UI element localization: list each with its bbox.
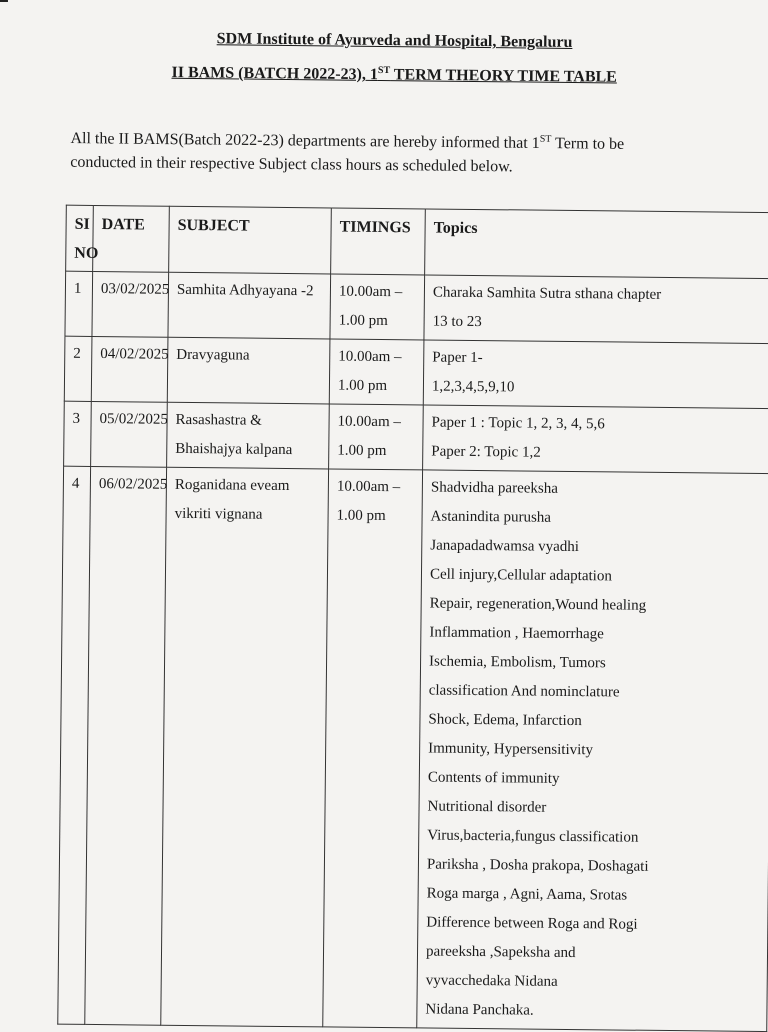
timetable [57, 205, 768, 1032]
row-timings [329, 404, 424, 470]
row-topics-line: vyvacchedaka Nidana [425, 972, 558, 990]
row-number [64, 401, 92, 466]
row-timings-line: 1.00 pm [337, 442, 387, 460]
row-number [64, 336, 92, 401]
row-subject-line: Samhita Adhyayana -2 [176, 281, 314, 300]
row-topics-line: Ischemia, Embolism, Tumors [428, 653, 606, 672]
table-row [65, 271, 768, 343]
row-topics-line: Nutritional disorder [427, 798, 547, 816]
header-subject: SUBJECT [169, 206, 332, 274]
row-date [91, 401, 168, 467]
row-topics [423, 405, 768, 474]
row-topics-line: Paper 1 : Topic 1, 2, 3, 4, 5,6 [431, 414, 605, 433]
title-suffix: TERM THEORY TIME TABLE [390, 66, 617, 86]
table-row [58, 466, 768, 1031]
row-topics-line: 13 to 23 [432, 313, 482, 331]
row-timings-line: 1.00 pm [336, 507, 386, 525]
row-date [91, 336, 168, 402]
row-number [65, 271, 93, 336]
row-date-line: 03/02/2025 [100, 281, 170, 298]
intro-paragraph [70, 123, 691, 182]
row-date [92, 271, 169, 337]
row-subject-line: Dravyaguna [176, 346, 250, 364]
row-timings-line: 10.00am – [338, 283, 403, 301]
row-topics-line: Repair, regeneration,Wound healing [429, 595, 647, 614]
row-topics-line: Shadvidha pareeksha [430, 479, 559, 497]
row-subject [168, 272, 331, 339]
row-date-line: 05/02/2025 [99, 411, 169, 428]
row-subject [167, 402, 330, 469]
row-timings [330, 274, 425, 340]
row-topics-line: Virus,bacteria,fungus classification [427, 827, 639, 846]
header-row [66, 205, 768, 278]
row-topics [424, 275, 768, 344]
row-timings [323, 469, 423, 1028]
institute-heading: SDM Institute of Ayurveda and Hospital, Bengaluru [216, 30, 573, 51]
row-topics-line: Janapadadwamsa vyadhi [430, 537, 580, 556]
title-superscript: ST [377, 64, 391, 77]
row-number-line: 1 [73, 280, 82, 297]
intro-superscript: ST [539, 133, 552, 145]
row-topics [423, 340, 768, 409]
intro-text-2: Term to be conducted in their respective Subject class hours as scheduled below. [70, 135, 625, 176]
row-topics-line: Roga marga , Agni, Aama, Srotas [426, 885, 628, 904]
title-prefix: II BAMS (BATCH 2022-23), 1 [171, 64, 378, 84]
scan-mark [0, 0, 8, 2]
table-row [64, 401, 768, 473]
row-topics-line: Paper 2: Topic 1,2 [431, 443, 541, 461]
row-topics-line: Astanindita purusha [430, 508, 552, 526]
row-timings [329, 339, 424, 405]
row-date [85, 466, 167, 1025]
row-number-line: 2 [73, 345, 81, 362]
row-timings-line: 1.00 pm [338, 312, 388, 330]
row-topics-line: classification And nominclature [428, 682, 620, 701]
row-subject-line: Roganidana eveam [174, 476, 290, 495]
row-timings-line: 1.00 pm [337, 377, 388, 395]
row-subject [167, 337, 330, 404]
row-topics-line: Nidana Panchaka. [425, 1001, 534, 1019]
row-timings-line: 10.00am – [336, 478, 401, 496]
row-topics-line: Pariksha , Dosha prakopa, Doshagati [426, 856, 649, 875]
row-topics-line: pareeksha ,Sapeksha and [425, 943, 576, 962]
row-topics-line: 1,2,3,4,5,9,10 [431, 378, 515, 396]
row-topics-line: Immunity, Hypersensitivity [428, 740, 594, 759]
row-topics-line: Charaka Samhita Sutra sthana chapter [432, 284, 662, 303]
row-subject-line: Bhaishajya kalpana [175, 440, 293, 459]
row-topics-line: Cell injury,Cellular adaptation [429, 566, 612, 585]
row-number-line: 4 [71, 475, 80, 492]
row-subject-line: Rasashastra & [175, 411, 262, 429]
header-timings: TIMINGS [331, 208, 426, 275]
row-topics-line: Paper 1- [432, 349, 483, 367]
timetable-body [58, 271, 768, 1031]
header-sl-no [66, 205, 99, 271]
header-topics: Topics [425, 209, 768, 279]
row-topics-line: Difference between Roga and Rogi [426, 914, 638, 933]
row-date-line: 06/02/2025 [98, 476, 168, 493]
row-topics-line: Shock, Edema, Infarction [428, 711, 582, 730]
row-date-line: 04/02/2025 [100, 346, 169, 363]
table-row [64, 336, 768, 408]
row-subject [161, 467, 329, 1027]
row-subject-line: vikriti vignana [174, 505, 263, 523]
row-timings-line: 10.00am – [338, 348, 402, 366]
row-topics-line: Inflammation , Haemorrhage [429, 624, 604, 643]
header-sl-no-line2: NO [74, 244, 99, 263]
row-number-line: 3 [72, 410, 81, 427]
intro-text-1: All the II BAMS(Batch 2022-23) departments are hereby informed that 1 [70, 130, 540, 152]
row-timings-line: 10.00am – [337, 413, 401, 431]
header-sl-no-line1: SI [74, 215, 90, 233]
header-date: DATE [93, 205, 170, 272]
timetable-title [0, 61, 768, 89]
row-topics-line: Contents of immunity [427, 769, 560, 787]
row-topics [417, 470, 768, 1032]
